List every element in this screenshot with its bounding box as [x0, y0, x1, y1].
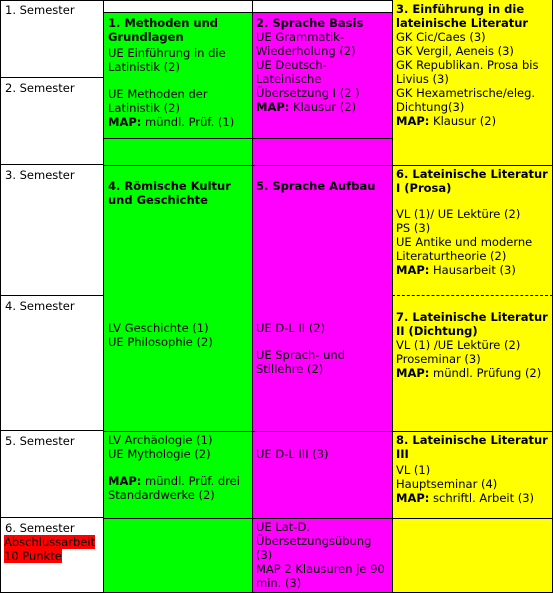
module-7-latin-literature-poetry — [392, 296, 553, 431]
map-text: mündl. Prüf. (1) — [141, 115, 235, 129]
module-6-item: UE Antike und moderne Literaturtheorie (2) — [396, 235, 533, 263]
module-3-item: GK Cic/Caes (3) — [396, 30, 486, 44]
module-5-title: 5. Sprache Aufbau — [256, 179, 376, 193]
module-3-title: 3. Einführung in die lateinische Literatur — [396, 2, 529, 30]
module-4-item: LV Geschichte (1) — [108, 321, 209, 335]
grid-line-row6 — [104, 518, 553, 519]
module-3-item: GK Republikan. Prosa bis Livius (3) — [396, 58, 539, 86]
map-label: MAP: — [256, 100, 290, 114]
grid-line-row2 — [104, 138, 392, 139]
map-text: mündl. Prüfung (2) — [429, 366, 542, 380]
module-7-title: 7. Lateinische Literatur II (Dichtung) — [396, 310, 548, 338]
grid-line-row5 — [104, 431, 553, 432]
module-1-item: UE Einführung in die Latinistik (2) — [108, 46, 226, 74]
module-3-map — [396, 114, 549, 128]
semester-1-label: 1. Semester — [5, 3, 75, 17]
semester-5-label: 5. Semester — [5, 434, 75, 448]
semester-1-cell — [0, 0, 104, 78]
module-4-item: LV Archäologie (1) — [108, 433, 213, 447]
green-empty-semester-6 — [104, 518, 252, 593]
module-5-item: UE D-L II (2) — [256, 321, 326, 335]
module-3-item: GK Vergil, Aeneis (3) — [396, 44, 514, 58]
semester-4-label: 4. Semester — [5, 299, 75, 313]
module-3-item: GK Hexametrische/eleg. Dichtung(3) — [396, 86, 536, 114]
semester-2-cell — [0, 78, 104, 165]
magenta-spacer — [252, 138, 392, 165]
module-5-item: UE Sprach- und Stillehre (2) — [256, 348, 346, 376]
map-label: MAP: — [396, 491, 430, 505]
map-text: Hausarbeit (3) — [429, 263, 516, 277]
map-label: MAP: — [108, 115, 142, 129]
map-label: MAP: — [396, 114, 430, 128]
module-1-title: 1. Methoden und Grundlagen — [108, 16, 219, 44]
semester-6-cell — [0, 518, 104, 593]
module-4-item: UE Philosophie (2) — [108, 335, 213, 349]
grid-line-left — [0, 0, 1, 593]
module-6-latin-literature-prose — [392, 165, 553, 296]
map-text: schriftl. Arbeit (3) — [429, 491, 535, 505]
module-7-item: Proseminar (3) — [396, 352, 481, 366]
module-5-item: MAP 2 Klausuren je 90 min. (3) — [256, 562, 385, 590]
module-4-continued — [104, 431, 252, 518]
module-5-item: UE Lat-D. Übersetzungsübung (3) — [256, 520, 372, 562]
module-4-map — [108, 474, 248, 502]
module-6-title: 6. Lateinische Literatur I (Prosa) — [396, 167, 548, 195]
module-8-latin-literature-iii — [392, 431, 553, 518]
semester-4-cell — [0, 296, 104, 431]
semester-3-label: 3. Semester — [5, 168, 75, 182]
module-7-map — [396, 366, 549, 380]
yellow-empty-semester-6 — [392, 518, 553, 593]
module-5-language-advanced — [252, 165, 392, 431]
module-1-methods-foundations — [104, 12, 252, 138]
module-8-title: 8. Lateinische Literatur III — [396, 433, 548, 461]
module-5-item: UE D-L III (3) — [256, 447, 329, 461]
module-6-item: VL (1)/ UE Lektüre (2) — [396, 207, 521, 221]
map-text: Klausur (2) — [289, 100, 357, 114]
map-label: MAP: — [396, 263, 430, 277]
semester-6-label: 6. Semester — [5, 521, 75, 535]
map-label: MAP: — [108, 474, 142, 488]
map-text: Klausur (2) — [429, 114, 497, 128]
module-2-title: 2. Sprache Basis — [256, 16, 364, 30]
module-3-intro-latin-literature — [392, 0, 553, 165]
module-2-language-basics — [252, 12, 392, 138]
thesis-badge-line-2: 10 Punkte — [4, 549, 62, 563]
module-2-item: UE Deutsch-Lateinische Übersetzung I (2 ) — [256, 58, 360, 100]
module-8-item: Hauptseminar (4) — [396, 477, 498, 491]
grid-line-top — [0, 0, 392, 1]
module-1-item: UE Methoden der Latinistik (2) — [108, 87, 208, 115]
module-8-map — [396, 491, 549, 505]
module-2-map — [256, 100, 388, 114]
module-1-map — [108, 115, 248, 129]
module-4-title: 4. Römische Kultur und Geschichte — [108, 179, 231, 207]
grid-line-col4 — [392, 0, 393, 593]
module-8-item: VL (1) — [396, 463, 431, 477]
grid-line-row1 — [104, 12, 392, 13]
semester-3-cell — [0, 165, 104, 296]
green-spacer — [104, 138, 252, 165]
module-5-semester-6 — [252, 518, 392, 593]
semester-5-cell — [0, 431, 104, 518]
module-7-item: VL (1) /UE Lektüre (2) — [396, 338, 521, 352]
module-4-item: UE Mythologie (2) — [108, 447, 211, 461]
grid-line-row3 — [104, 165, 553, 166]
map-label: MAP: — [396, 366, 430, 380]
module-6-item: PS (3) — [396, 221, 431, 235]
module-4-roman-culture-history — [104, 165, 252, 431]
map-text: mündl. Prüf. drei Standardwerke (2) — [108, 474, 240, 502]
dashed-divider — [392, 295, 553, 296]
module-5-continued — [252, 431, 392, 518]
module-6-map — [396, 263, 549, 277]
module-2-item: UE Grammatik-Wiederholung (2) — [256, 30, 356, 58]
semester-2-label: 2. Semester — [5, 81, 75, 95]
thesis-badge-line-1: Abschlussarbeit — [4, 535, 96, 549]
grid-line-col3 — [252, 0, 253, 593]
